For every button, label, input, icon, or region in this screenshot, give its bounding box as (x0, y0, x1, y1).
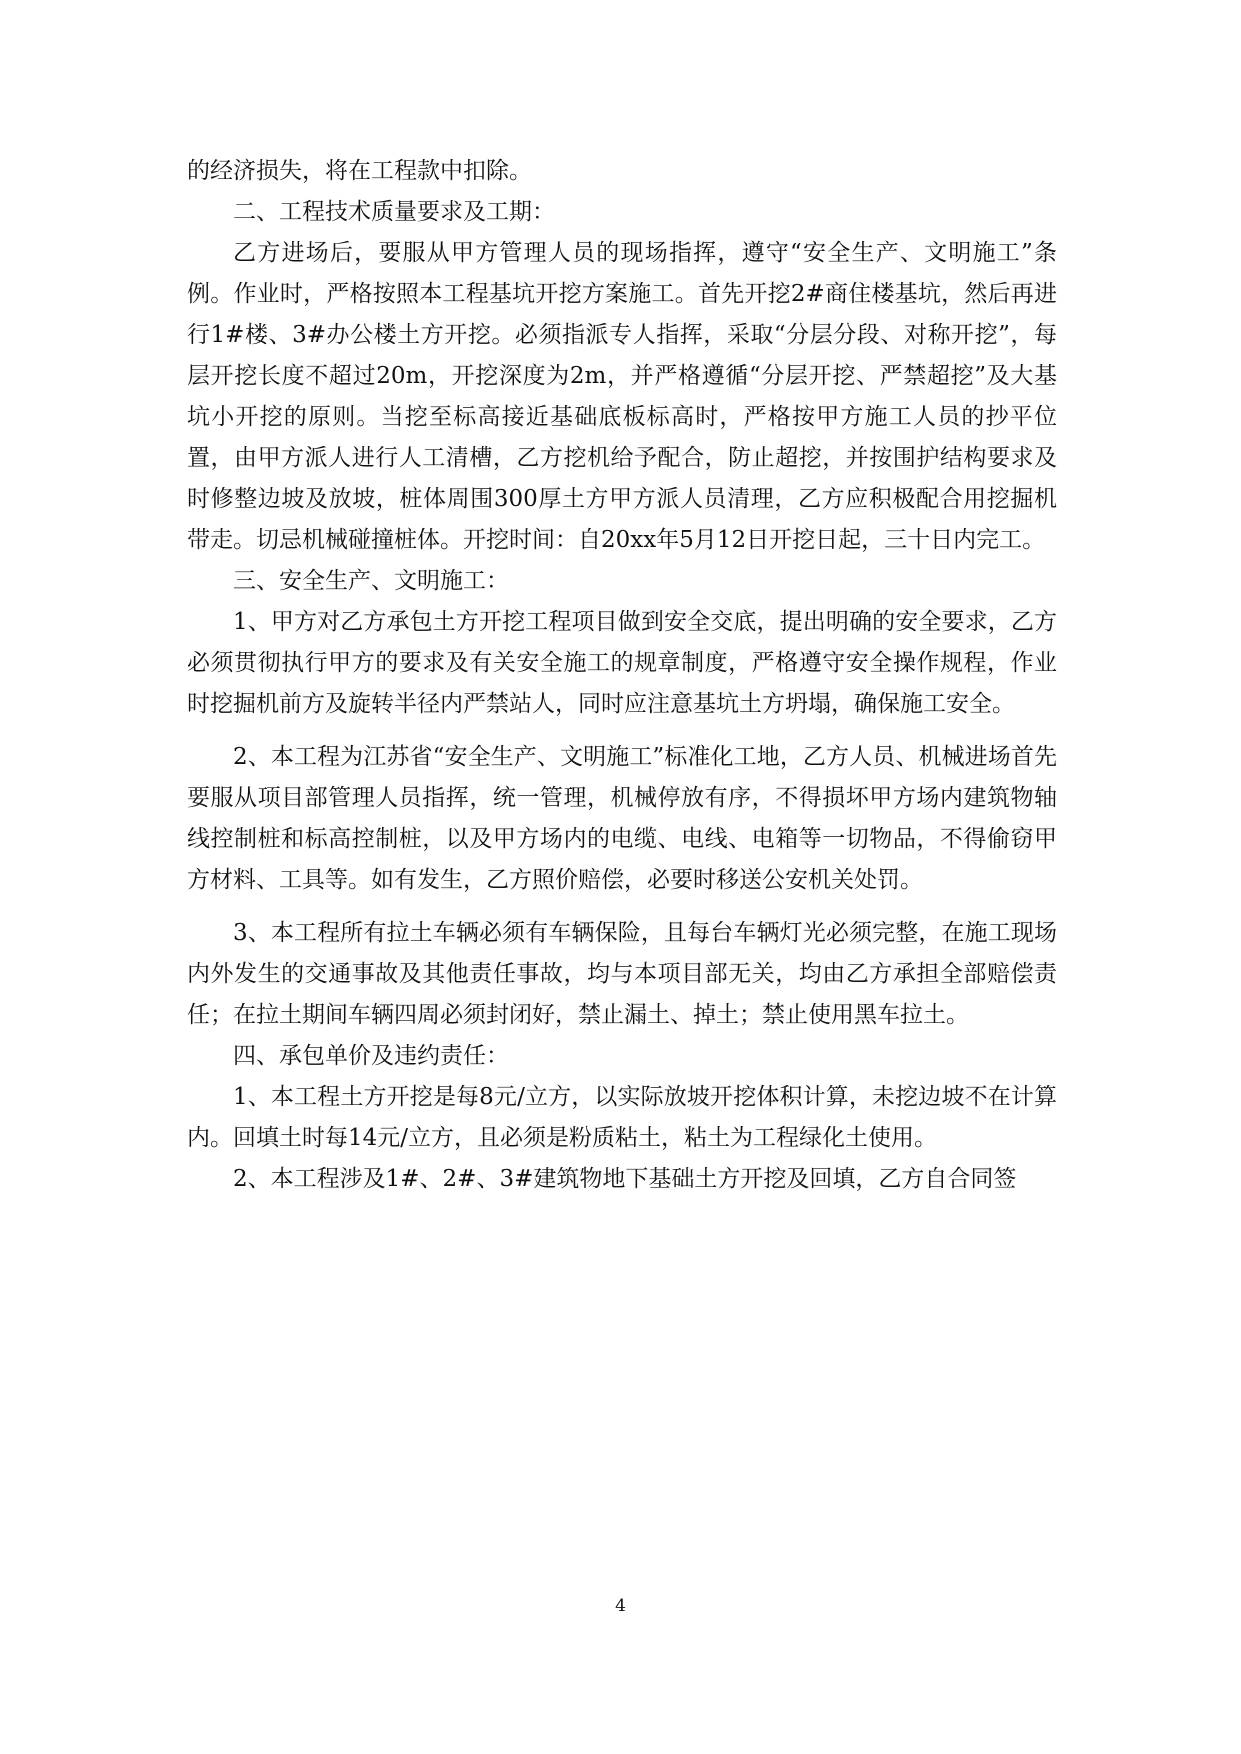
paragraph-quality-requirements: 乙方进场后，要服从甲方管理人员的现场指挥，遵守“安全生产、文明施工”条例。作业时，严格按照本工程基坑开挖方案施工。首先开挖2#商住楼基坑，然后再进行1#楼、3#办公楼土方开挖。必须指派专人指挥，采取“分层分段、对称开挖”，每层开挖长度不超过20m，开挖深度为2m，并严格遵循“分层开挖、严禁超挖”及大基坑小开挖的原则。当挖至标高接近基础底板标高时，严格按甲方施工人员的抄平位置，由甲方派人进行人工清槽，乙方挖机给予配合，防止超挖，并按围护结构要求及时修整边坡及放坡，桩体周围300厚土方甲方派人员清理，乙方应积极配合用挖掘机带走。切忌机械碰撞桩体。开挖时间：自20xx年5月12日开挖日起，三十日内完工。 (187, 240, 1057, 553)
paragraph-pricing-2: 2、本工程涉及1#、2#、3#建筑物地下基础土方开挖及回填，乙方自合同签 (233, 1166, 1017, 1192)
section-heading-2: 二、工程技术质量要求及工期： (233, 199, 555, 225)
paragraph-safety-2: 2、本工程为江苏省“安全生产、文明施工”标准化工地，乙方人员、机械进场首先要服从项目部管理人员指挥，统一管理，机械停放有序，不得损坏甲方场内建筑物轴线控制桩和标高控制桩，以及甲方场内的电缆、电线、电箱等一切物品，不得偷窃甲方材料、工具等。如有发生，乙方照价赔偿，必要时移送公安机关处罚。 (187, 744, 1057, 893)
paragraph-continuation: 的经济损失，将在工程款中扣除。 (187, 158, 532, 184)
paragraph-safety-1: 1、甲方对乙方承包土方开挖工程项目做到安全交底，提出明确的安全要求，乙方必须贯彻执行甲方的要求及有关安全施工的规章制度，严格遵守安全操作规程，作业时挖掘机前方及旋转半径内严禁站人，同时应注意基坑土方坍塌，确保施工安全。 (187, 609, 1057, 717)
paragraph-pricing-1: 1、本工程土方开挖是每8元/立方，以实际放坡开挖体积计算，未挖边坡不在计算内。回填土时每14元/立方，且必须是粉质粘土，粘土为工程绿化土使用。 (187, 1084, 1057, 1151)
section-heading-4: 四、承包单价及违约责任： (233, 1043, 509, 1069)
section-heading-3: 三、安全生产、文明施工： (233, 568, 509, 594)
document-body (187, 151, 1057, 1200)
page-number: 4 (615, 1596, 626, 1616)
paragraph-safety-3: 3、本工程所有拉土车辆必须有车辆保险，且每台车辆灯光必须完整，在施工现场内外发生的交通事故及其他责任事故，均与本项目部无关，均由乙方承担全部赔偿责任；在拉土期间车辆四周必须封闭好，禁止漏土、掉土；禁止使用黑车拉土。 (187, 920, 1057, 1028)
